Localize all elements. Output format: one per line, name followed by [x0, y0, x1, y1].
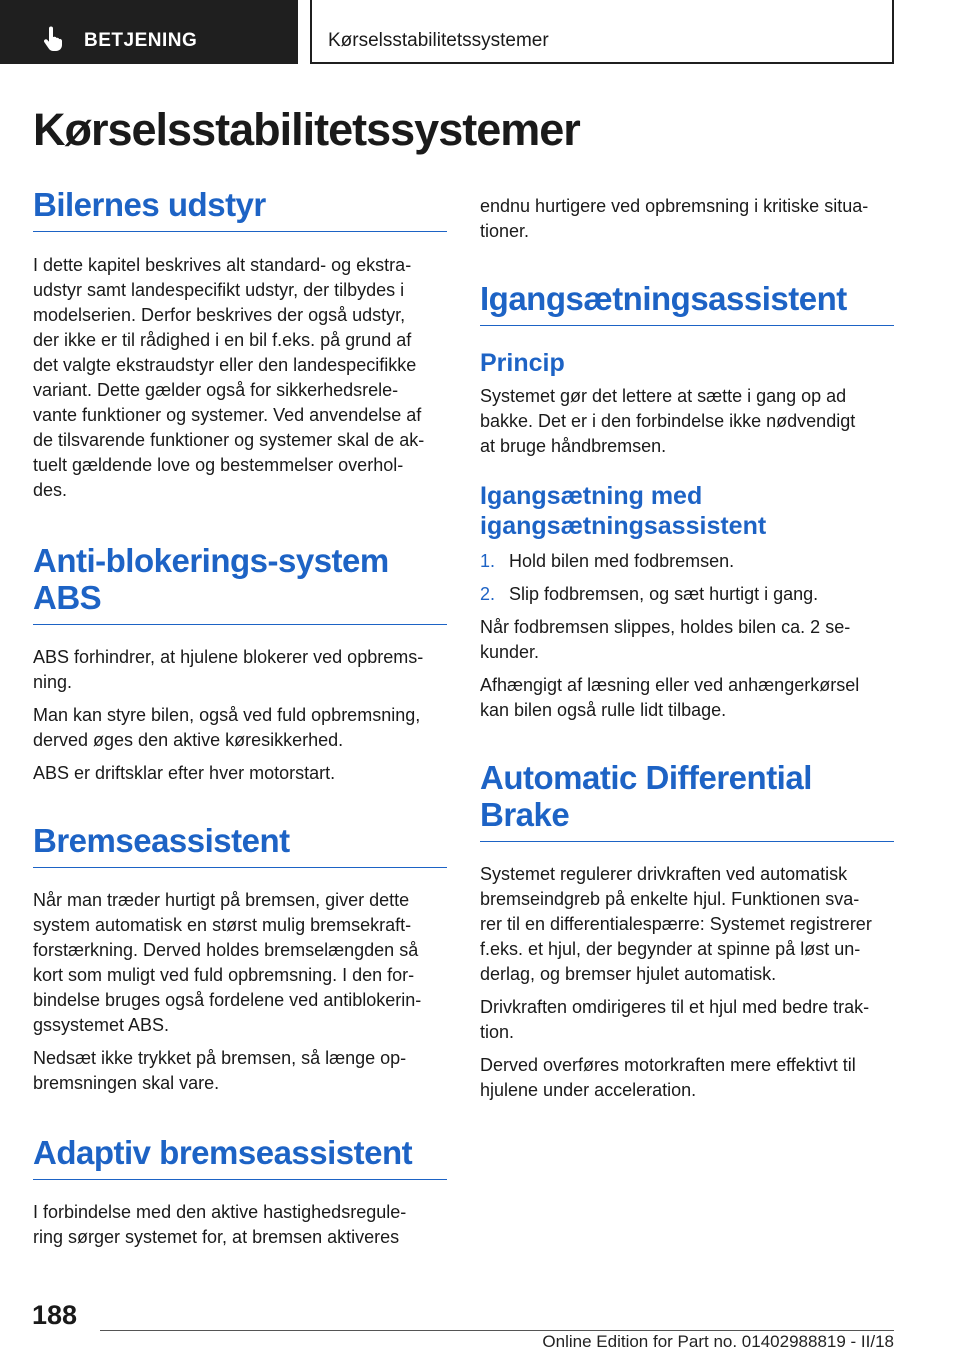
heading-line: Brake [480, 796, 570, 833]
chapter-label: Kørselsstabilitetssystemer [328, 30, 549, 51]
text-line: ABS forhindrer, at hjulene blokerer ved opbrems- [33, 647, 424, 667]
text-line: bindelse bruges også fordelene ved antiblokerin- [33, 990, 422, 1010]
text-line: Afhængigt af læsning eller ved anhængerkørsel [480, 675, 860, 695]
text-line: derlag, og bremser hjulet automatisk. [480, 964, 777, 984]
heading-adaptiv-bremseassistent [33, 1134, 447, 1180]
text-line: der ikke er til rådighed i en bil f.eks. på grund af [33, 330, 412, 350]
text-line: variant. Dette gælder også for sikkerhedsrele- [33, 380, 399, 400]
paragraph-udstyr [33, 253, 447, 503]
paragraph-bremse-2 [33, 1046, 447, 1096]
page-number: 188 [32, 1300, 78, 1330]
text-line: udstyr samt landespecifikt udstyr, der tilbydes i [33, 280, 405, 300]
text-line: Systemet regulerer drivkraften ved automatisk [480, 864, 848, 884]
edition-text: Online Edition for Part no. 01402988819 - II/18 [542, 1332, 894, 1351]
text-line: at bruge håndbremsen. [480, 436, 667, 456]
text-line: Når man træder hurtigt på bremsen, giver dette [33, 890, 410, 910]
text-line: I dette kapitel beskrives alt standard- og ekstra- [33, 255, 412, 275]
text-line: det valgte ekstraudstyr eller den landespecifikke [33, 355, 417, 375]
text-line: Drivkraften omdirigeres til et hjul med bedre trak- [480, 997, 870, 1017]
paragraph-bremse-1 [33, 888, 447, 1038]
text-line: I forbindelse med den aktive hastighedsregule- [33, 1202, 407, 1222]
text-line: tioner. [480, 221, 530, 241]
right-column [480, 186, 894, 1103]
section-tab [0, 0, 298, 64]
list-item [480, 549, 894, 574]
text-line: rer til en differentialespærre: Systemet registrerer [480, 914, 872, 934]
paragraph-adb-3 [480, 1053, 894, 1103]
step-text: Slip fodbremsen, og sæt hurtigt i gang. [509, 584, 819, 604]
heading-text: Bremseassistent [33, 822, 290, 859]
text-line: kan bilen også rulle lidt tilbage. [480, 700, 727, 720]
section-label: BETJENING [84, 30, 198, 51]
text-line: derved øges den aktive køresikkerhed. [33, 730, 344, 750]
paragraph-abs-3 [33, 761, 447, 786]
text-line: ning. [33, 672, 73, 692]
chapter-header [310, 0, 894, 64]
heading-bilernes-udstyr [33, 186, 447, 232]
paragraph-fodbremse [480, 615, 894, 665]
hand-pointer-icon [40, 26, 66, 52]
text-line: system automatisk en størst mulig bremsekraft- [33, 915, 412, 935]
paragraph-continued [480, 194, 894, 244]
text-line: Når fodbremsen slippes, holdes bilen ca. 2 se- [480, 617, 851, 637]
text-line: forstærkning. Derved holdes bremselængden så [33, 940, 419, 960]
step-number: 2. [480, 584, 496, 604]
paragraph-afhaengigt [480, 673, 894, 723]
text-line: f.eks. et hjul, der begynder at spinne på løst un- [480, 939, 861, 959]
subheading-igangsaetning [480, 481, 894, 541]
subheading-princip: Princip [480, 349, 565, 377]
text-line: Derved overføres motorkraften mere effektivt til [480, 1055, 856, 1075]
text-line: Nedsæt ikke trykket på bremsen, så længe op- [33, 1048, 407, 1068]
heading-line: ABS [33, 579, 102, 616]
text-line: bremseindgreb på enkelte hjul. Funktionen sva- [480, 889, 860, 909]
left-column [33, 186, 447, 1250]
text-line: Man kan styre bilen, også ved fuld opbremsning, [33, 705, 421, 725]
page-header [0, 0, 960, 66]
text-line: tuelt gældende love og bestemmelser overhol- [33, 455, 404, 475]
step-text: Hold bilen med fodbremsen. [509, 551, 735, 571]
text-line: bremsningen skal vare. [33, 1073, 220, 1093]
list-item [480, 582, 894, 607]
text-line: hjulene under acceleration. [480, 1080, 697, 1100]
paragraph-princip [480, 384, 894, 459]
heading-line: Anti-blokerings-system [33, 542, 389, 579]
footer-divider [100, 1330, 894, 1331]
paragraph-adaptiv [33, 1200, 447, 1250]
step-number: 1. [480, 551, 496, 571]
page-footer [0, 1296, 960, 1362]
paragraph-abs-1 [33, 645, 447, 695]
heading-automatic-differential-brake [480, 759, 894, 842]
text-line: gssystemet ABS. [33, 1015, 170, 1035]
text-line: Systemet gør det lettere at sætte i gang op ad [480, 386, 847, 406]
text-line: des. [33, 480, 68, 500]
paragraph-abs-2 [33, 703, 447, 753]
heading-text: Igangsætningsassistent [480, 280, 847, 317]
paragraph-adb-2 [480, 995, 894, 1045]
heading-text: Bilernes udstyr [33, 186, 266, 223]
text-line: ABS er driftsklar efter hver motorstart. [33, 763, 336, 783]
text-line: kunder. [480, 642, 540, 662]
page-title: Kørselsstabilitetssystemer [33, 104, 580, 155]
text-line: endnu hurtigere ved opbremsning i kritiske situa- [480, 196, 869, 216]
steps-list [480, 549, 894, 607]
heading-bremseassistent [33, 822, 447, 868]
text-line: vante funktioner og systemer. Ved anvendelse af [33, 405, 422, 425]
heading-abs [33, 542, 447, 625]
text-line: de tilsvarende funktioner og systemer skal de ak- [33, 430, 425, 450]
text-line: ring sørger systemet for, at bremsen aktiveres [33, 1227, 400, 1247]
text-line: modelserien. Derfor beskrives der også udstyr, [33, 305, 406, 325]
heading-line: igangsætningsassistent [480, 512, 767, 540]
heading-igangsaetningsassistent [480, 280, 894, 326]
paragraph-adb-1 [480, 862, 894, 987]
text-line: kort som muligt ved fuld opbremsning. I den for- [33, 965, 415, 985]
text-line: bakke. Det er i den forbindelse ikke nødvendigt [480, 411, 856, 431]
heading-text: Adaptiv bremseassistent [33, 1134, 413, 1171]
heading-line: Automatic Differential [480, 759, 812, 796]
text-line: tion. [480, 1022, 515, 1042]
heading-line: Igangsætning med [480, 482, 703, 510]
